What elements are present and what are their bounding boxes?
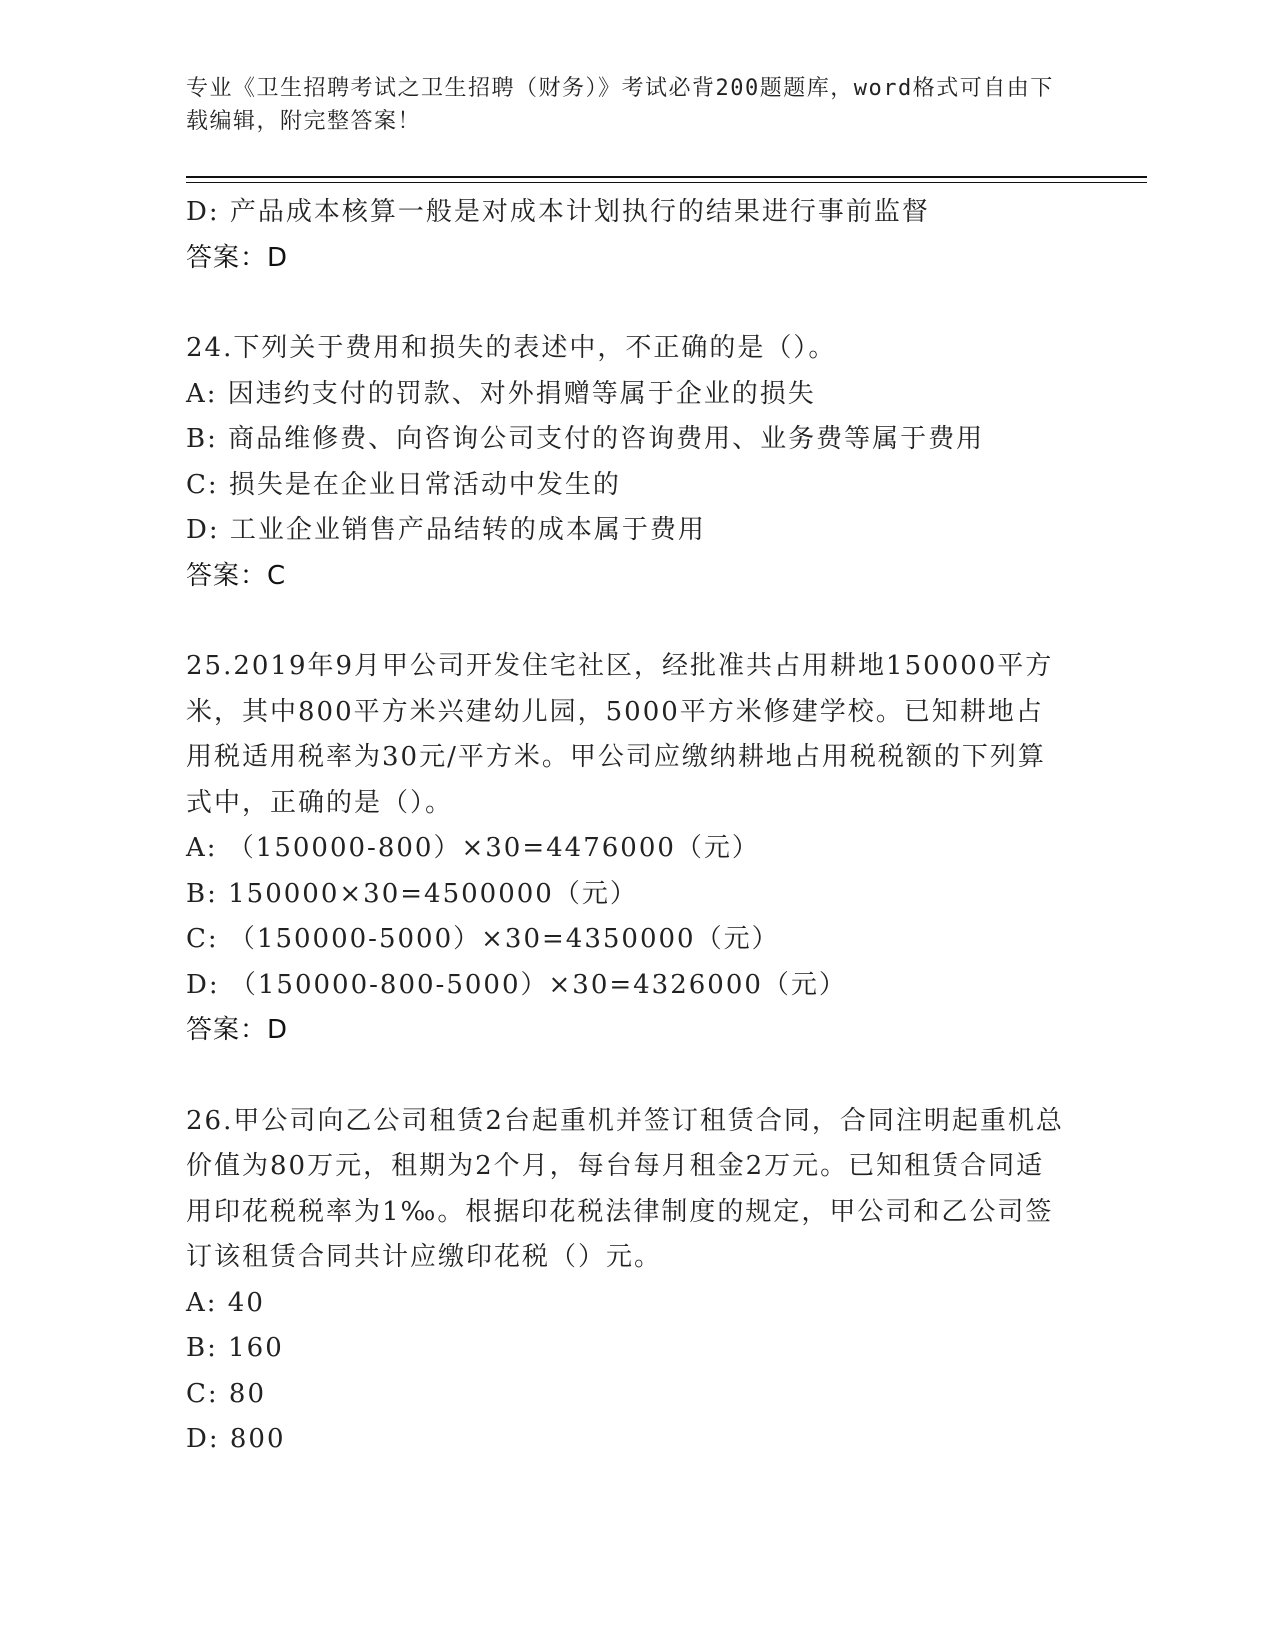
option-d: D: 工业企业销售产品结转的成本属于费用 [186, 515, 706, 545]
prev-answer: 答案：D [186, 242, 289, 273]
spacer [186, 281, 1086, 326]
option-a: A: 40 [186, 1287, 265, 1318]
question-content [186, 190, 1086, 1463]
spacer [186, 599, 1086, 644]
header-divider-thick [186, 176, 1147, 178]
option-a: A: （150000-800）×30=4476000（元） [186, 833, 760, 863]
question-25 [186, 644, 1086, 1054]
option-b: B: 160 [186, 1333, 284, 1363]
option-c: C: （150000-5000）×30=4350000（元） [186, 924, 780, 954]
option-d: D: 800 [186, 1424, 286, 1454]
option-b: B: 商品维修费、向咨询公司支付的咨询费用、业务费等属于费用 [186, 424, 985, 454]
question-26 [186, 1099, 1086, 1463]
option-b: B: 150000×30=4500000（元） [186, 878, 638, 909]
header-divider-thin [186, 182, 1147, 183]
option-d: D: （150000-800-5000）×30=4326000（元） [186, 969, 847, 1000]
spacer [186, 1054, 1086, 1099]
question-text: 25.2019年9月甲公司开发住宅社区，经批准共占用耕地150000平方米，其中800平方米兴建幼儿园，5000平方米修建学校。已知耕地占用税适用税率为30元/平方米。甲公司应缴纳耕地占用税税额的下列算式中，正确的是（）。 [186, 651, 1054, 818]
question-24 [186, 326, 1086, 599]
option-c: C: 80 [186, 1378, 267, 1409]
answer: 答案：C [186, 560, 287, 591]
question-text: 24.下列关于费用和损失的表述中，不正确的是（）。 [186, 333, 837, 363]
question-text: 26.甲公司向乙公司租赁2台起重机并签订租赁合同，合同注明起重机总价值为80万元，租期为2个月，每台每月租金2万元。已知租赁合同适用印花税税率为1‰。根据印花税法律制度的规定，甲公司和乙公司签订该租赁合同共计应缴印花税（）元。 [186, 1105, 1064, 1272]
prev-option-d: D: 产品成本核算一般是对成本计划执行的结果进行事前监督 [186, 197, 930, 227]
answer: 答案：D [186, 1015, 289, 1045]
page-header: 专业《卫生招聘考试之卫生招聘（财务）》考试必背200题题库，word格式可自由下载编辑，附完整答案！ [186, 76, 1054, 134]
option-c: C: 损失是在企业日常活动中发生的 [186, 469, 621, 500]
option-a: A: 因违约支付的罚款、对外捐赠等属于企业的损失 [186, 378, 816, 409]
